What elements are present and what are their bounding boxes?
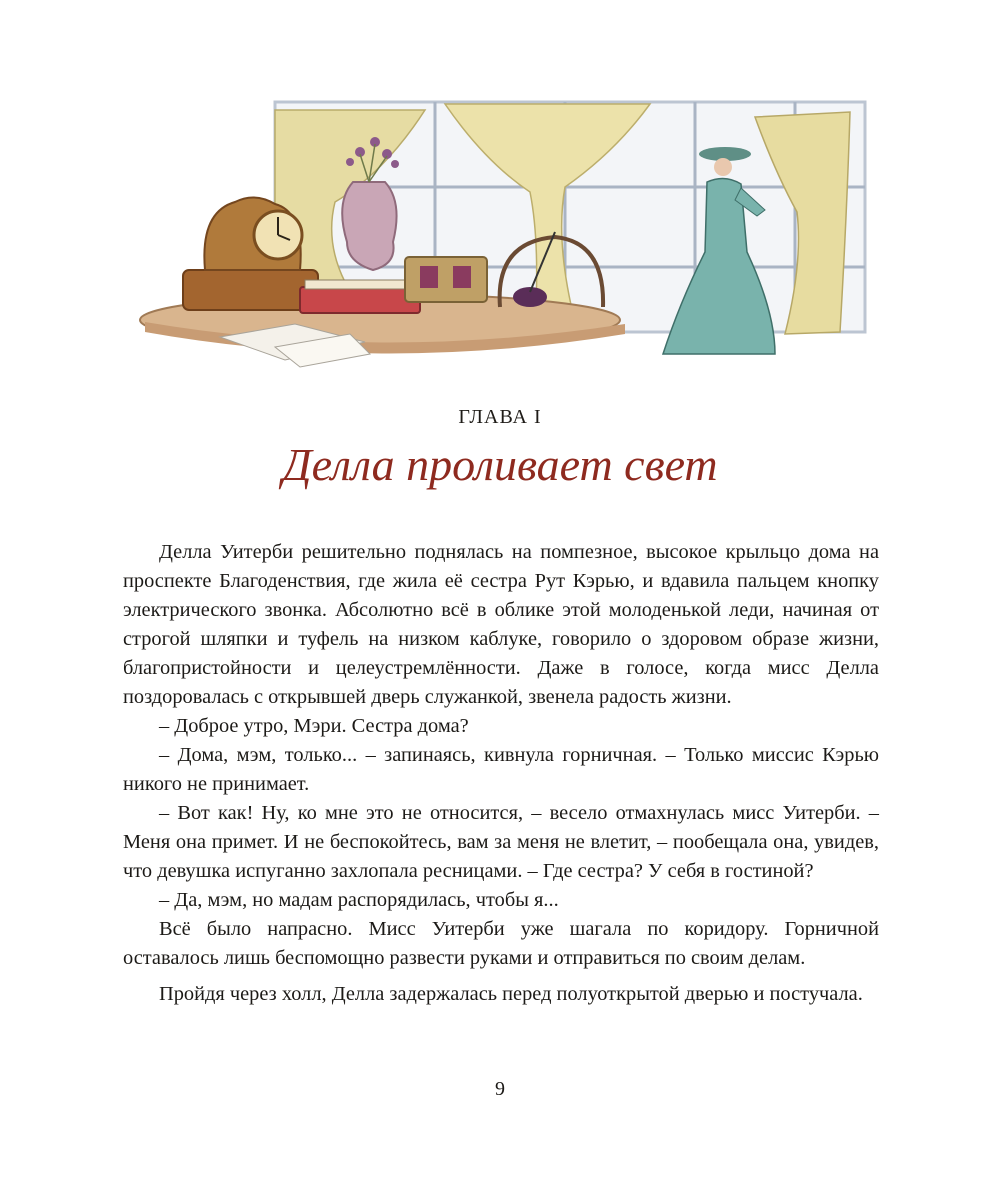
paragraph: Делла Уитерби решительно поднялась на помпезное, высокое крыльцо дома на проспекте Благоденствия, где жила её сестра Рут Кэрью, и вдавила пальцем кнопку электрического звонка. Абсолютно всё в облике этой молоденькой леди, начиная от строгой шляпки и туфель на низком каблуке, говорило о здоровом образе жизни, благопристойности и целеустремлённости. Даже в голосе, когда мисс Делла поздоровалась с открывшей дверь служанкой, звенела радость жизни. [123,541,879,708]
paragraph: Пройдя через холл, Делла задержалась перед полуоткрытой дверью и постучала. [159,983,863,1005]
inkstand [405,257,487,302]
paragraph: – Дома, мэм, только... – запинаясь, кивнула горничная. – Только миссис Кэрью никого не принимает. [123,744,879,795]
chapter-body [123,538,879,1009]
chapter-illustration [135,92,870,392]
chapter-title: Делла проливает свет [282,439,718,490]
paragraph: – Доброе утро, Мэри. Сестра дома? [159,715,469,737]
paragraph: – Да, мэм, но мадам распорядилась, чтобы я... [159,889,559,911]
paragraph: – Вот как! Ну, ко мне это не относится, – весело отмахнулась мисс Уитерби. – Меня она примет. И не беспокойтесь, вам за меня не влетит, – пообещала она, увидев, что девушка испуганно захлопала ресницами. – Где сестра? У себя в гостиной? [123,802,879,882]
page-number: 9 [495,1078,505,1100]
chapter-number: ГЛАВА I [458,406,542,428]
paragraph: Всё было напрасно. Мисс Уитерби уже шагала по коридору. Горничной оставалось лишь беспомощно развести руками и отправиться по своим делам. [123,918,879,969]
book-stack [300,287,420,313]
mantel-clock-base [183,270,318,310]
